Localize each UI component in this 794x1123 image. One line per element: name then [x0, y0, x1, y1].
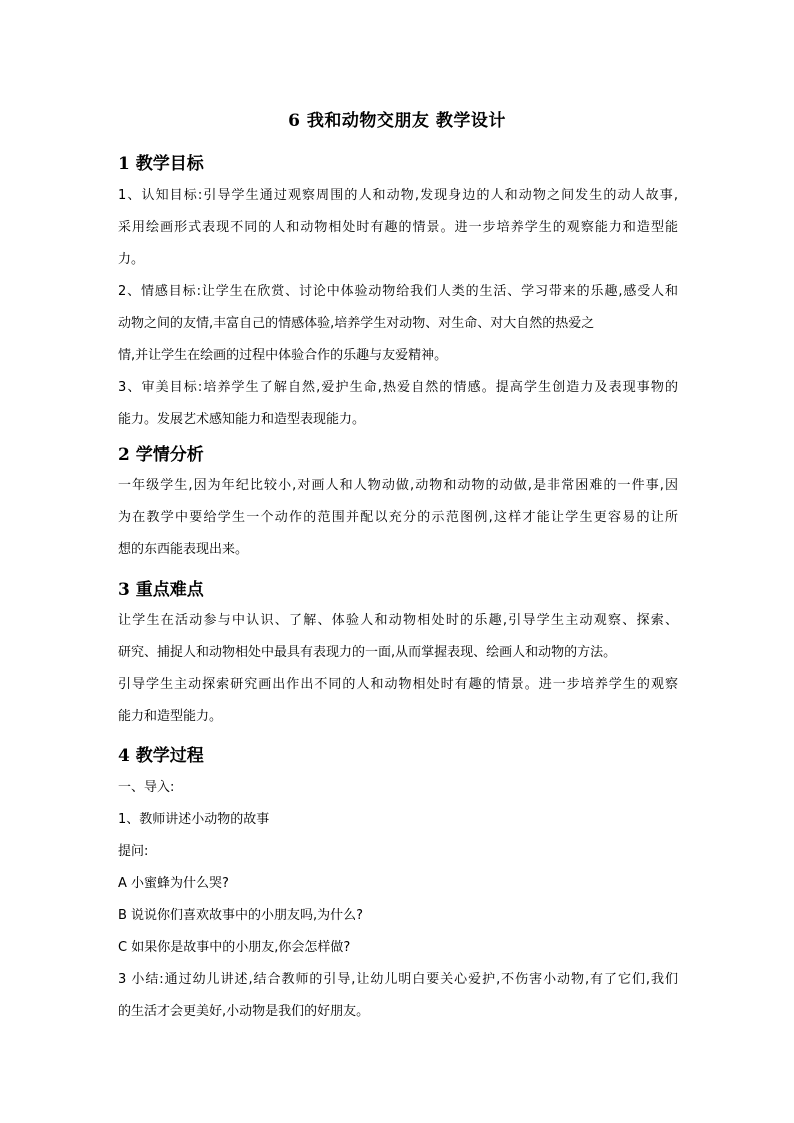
text-line: 能力。发展艺术感知能力和造型表现能力。	[118, 412, 366, 427]
section-heading-teaching-process: 4 教学过程	[118, 746, 204, 766]
text-line: 想的东西能表现出来。	[118, 542, 249, 557]
text-line: 2、情感目标:让学生在欣赏、讨论中体验动物给我们人类的生活、学习带来的乐趣,感受人和	[118, 284, 678, 299]
section-heading-student-analysis: 2 学情分析	[118, 445, 204, 465]
section-body-key-points	[118, 605, 678, 733]
text-line: 情,并让学生在绘画的过程中体验合作的乐趣与友爱精神。	[118, 348, 448, 363]
text-line: 研究、捕捉人和动物相处中最具有表现力的一面,从而掌握表现、绘画人和动物的方法。	[118, 645, 617, 660]
section-body-teaching-process	[118, 772, 678, 1028]
section-body-student-analysis	[118, 470, 678, 566]
text-line: 采用绘画形式表现不同的人和动物相处时有趣的情景。进一步培养学生的观察能力和造型能	[118, 220, 678, 235]
text-line: 1、教师讲述小动物的故事	[118, 812, 270, 827]
text-line: 一年级学生,因为年纪比较小,对画人和人物动做,动物和动物的动做,是非常困难的一件事,因	[118, 478, 678, 493]
text-line: 动物之间的友情,丰富自己的情感体验,培养学生对动物、对生命、对大自然的热爱之	[118, 316, 595, 331]
text-line: 能力和造型能力。	[118, 709, 223, 724]
text-line: A 小蜜蜂为什么哭?	[118, 876, 229, 891]
text-line: 3、审美目标:培养学生了解自然,爱护生命,热爱自然的情感。提高学生创造力及表现事物的	[118, 380, 678, 395]
document-title: 6 我和动物交朋友 教学设计	[288, 111, 506, 131]
text-line: 1、认知目标:引导学生通过观察周围的人和动物,发现身边的人和动物之间发生的动人故事,	[118, 188, 678, 203]
section-heading-key-points: 3 重点难点	[118, 580, 204, 600]
text-line: 引导学生主动探索研究画出作出不同的人和动物相处时有趣的情景。进一步培养学生的观察	[118, 677, 678, 692]
text-line: 为在教学中要给学生一个动作的范围并配以充分的示范图例,这样才能让学生更容易的让所	[118, 510, 678, 525]
text-line: 力。	[118, 252, 145, 267]
text-line: C 如果你是故事中的小朋友,你会怎样做?	[118, 940, 351, 955]
text-line: 一、导入:	[118, 780, 175, 795]
text-line: B 说说你们喜欢故事中的小朋友吗,为什么?	[118, 908, 364, 923]
text-line: 让学生在活动参与中认识、了解、体验人和动物相处时的乐趣,引导学生主动观察、探索、	[118, 613, 678, 628]
section-body-objectives	[118, 180, 678, 436]
text-line: 的生活才会更美好,小动物是我们的好朋友。	[118, 1004, 370, 1019]
text-line: 3 小结:通过幼儿讲述,结合教师的引导,让幼儿明白要关心爱护,不伤害小动物,有了它们,我们	[118, 972, 678, 987]
text-line: 提问:	[118, 844, 149, 859]
section-heading-objectives: 1 教学目标	[118, 154, 204, 174]
